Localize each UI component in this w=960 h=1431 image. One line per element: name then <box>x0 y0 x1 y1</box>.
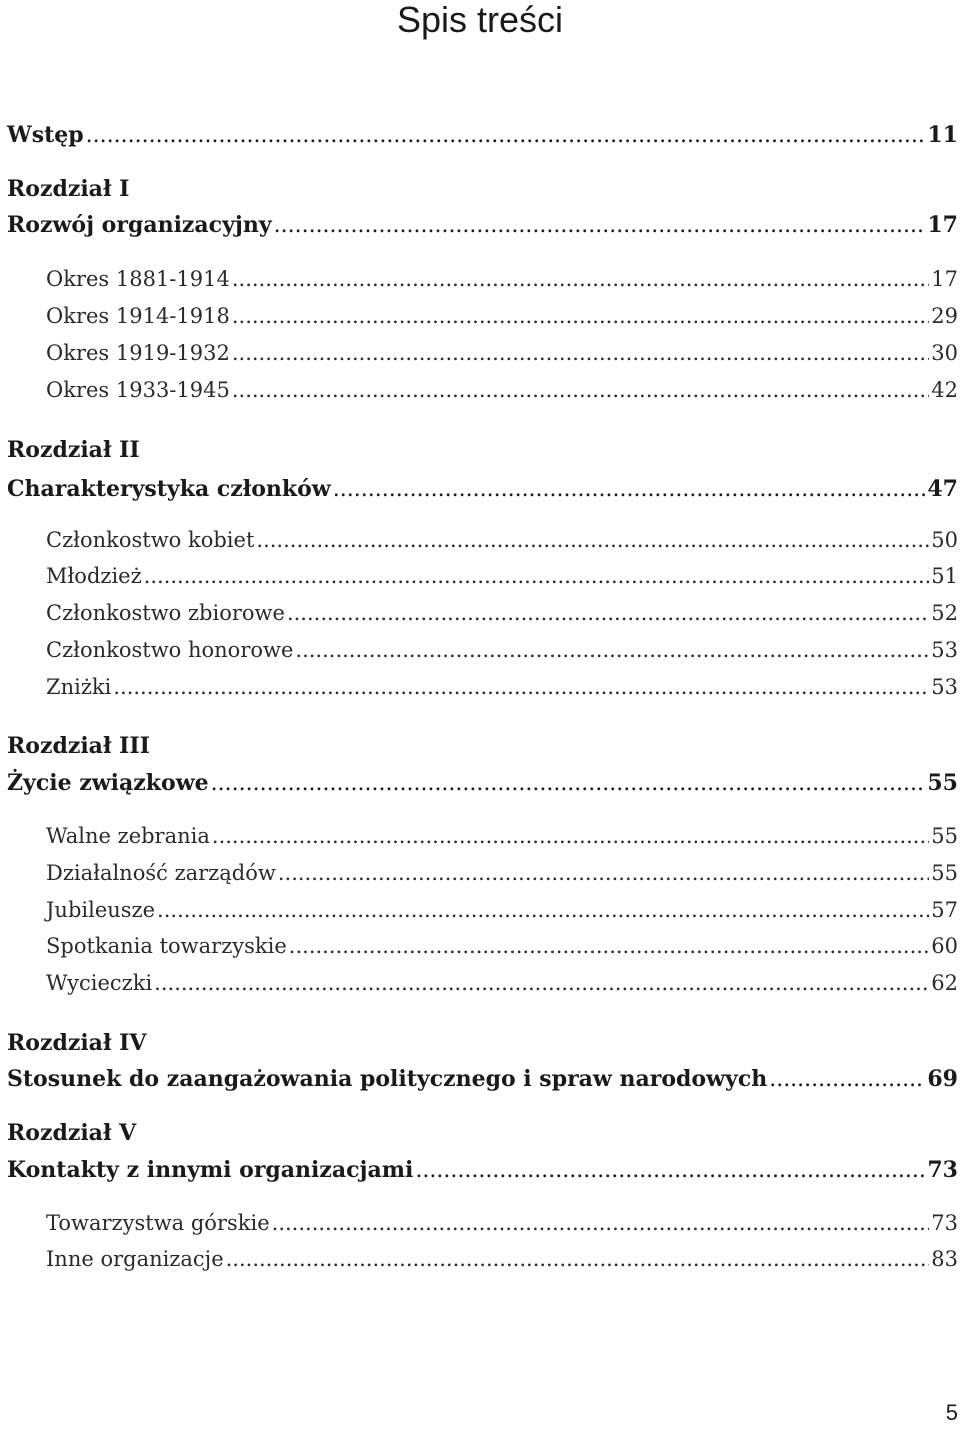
toc-entry-page: 50 <box>931 528 958 552</box>
toc-entry-label: Członkostwo honorowe <box>46 638 294 662</box>
toc-subentry[interactable] <box>46 601 958 625</box>
dot-leader <box>86 123 926 148</box>
toc-entry-label: Stosunek do zaangażowania politycznego i spraw narodowych <box>7 1066 768 1092</box>
toc-entry-page: 47 <box>927 476 958 502</box>
dot-leader <box>278 861 929 885</box>
dot-leader <box>769 1067 925 1092</box>
dot-leader <box>415 1158 925 1183</box>
toc-entry-label: Życie związkowe <box>7 770 209 796</box>
toc-chapter-title[interactable] <box>7 770 958 796</box>
toc-entry-page: 51 <box>931 564 958 588</box>
dot-leader <box>157 898 929 922</box>
toc-subentry[interactable] <box>46 1211 958 1235</box>
toc-subentry[interactable] <box>46 528 958 552</box>
dot-leader <box>154 971 929 995</box>
toc-entry-page: 53 <box>931 675 958 699</box>
toc-subentry[interactable] <box>46 267 958 291</box>
toc-entry-label: Kontakty z innymi organizacjami <box>7 1157 414 1183</box>
toc-entry-page: 29 <box>931 304 958 328</box>
toc-subentry[interactable] <box>46 564 958 588</box>
dot-leader <box>113 675 929 699</box>
toc-entry-page: 11 <box>927 122 958 148</box>
dot-leader <box>232 304 929 328</box>
toc-entry-label: Wstęp <box>7 122 84 148</box>
toc-entry-label: Działalność zarządów <box>46 861 276 885</box>
toc-subentry[interactable] <box>46 898 958 922</box>
toc-entry-page: 17 <box>931 267 958 291</box>
toc-subentry[interactable] <box>46 304 958 328</box>
toc-chapter-title[interactable] <box>7 1157 958 1183</box>
toc-subentry[interactable] <box>46 861 958 885</box>
toc-entry-page: 73 <box>927 1157 958 1183</box>
toc-entry-page: 52 <box>931 601 958 625</box>
toc-entry-page: 53 <box>931 638 958 662</box>
chapter-heading: Rozdział III <box>7 733 150 759</box>
dot-leader <box>232 378 929 402</box>
toc-entry-label: Młodzież <box>46 564 142 588</box>
toc-chapter-title[interactable] <box>7 476 958 502</box>
chapter-heading: Rozdział IV <box>7 1030 147 1056</box>
toc-entry-label: Okres 1914-1918 <box>46 304 230 328</box>
toc-subentry[interactable] <box>46 971 958 995</box>
toc-subentry[interactable] <box>46 638 958 662</box>
dot-leader <box>256 528 929 552</box>
toc-entry-page: 30 <box>931 341 958 365</box>
chapter-heading: Rozdział V <box>7 1120 137 1146</box>
toc-entry-label: Okres 1933-1945 <box>46 378 230 402</box>
toc-entry-label: Rozwój organizacyjny <box>7 212 272 238</box>
dot-leader <box>232 267 929 291</box>
toc-entry-label: Inne organizacje <box>46 1247 224 1271</box>
toc-entry-page: 55 <box>931 824 958 848</box>
toc-entry-page: 55 <box>931 861 958 885</box>
toc-entry-label: Członkostwo kobiet <box>46 528 255 552</box>
dot-leader <box>289 934 929 958</box>
toc-entry-page: 83 <box>931 1247 958 1271</box>
dot-leader <box>144 564 930 588</box>
chapter-heading: Rozdział I <box>7 176 130 202</box>
page-title: Spis treści <box>396 0 564 40</box>
dot-leader <box>212 824 929 848</box>
toc-entry-label: Wycieczki <box>46 971 153 995</box>
toc-entry-label: Członkostwo zbiorowe <box>46 601 285 625</box>
chapter-heading: Rozdział II <box>7 437 140 463</box>
dot-leader <box>287 601 929 625</box>
toc-entry-page: 55 <box>927 770 958 796</box>
toc-entry-label: Zniżki <box>46 675 112 699</box>
toc-entry-label: Towarzystwa górskie <box>46 1211 270 1235</box>
toc-entry-wstep[interactable] <box>7 122 958 148</box>
dot-leader <box>333 477 926 502</box>
toc-subentry[interactable] <box>46 934 958 958</box>
toc-subentry[interactable] <box>46 341 958 365</box>
toc-entry-label: Okres 1881-1914 <box>46 267 230 291</box>
dot-leader <box>232 341 929 365</box>
toc-entry-page: 69 <box>927 1066 958 1092</box>
toc-entry-page: 42 <box>931 378 958 402</box>
toc-entry-label: Charakterystyka członków <box>7 476 331 502</box>
toc-entry-page: 17 <box>927 212 958 238</box>
dot-leader <box>274 213 926 238</box>
toc-subentry[interactable] <box>46 675 958 699</box>
toc-entry-page: 73 <box>931 1211 958 1235</box>
toc-chapter-title[interactable] <box>7 212 958 238</box>
toc-entry-label: Okres 1919-1932 <box>46 341 230 365</box>
toc-entry-label: Spotkania towarzyskie <box>46 934 287 958</box>
toc-subentry[interactable] <box>46 824 958 848</box>
dot-leader <box>211 771 926 796</box>
dot-leader <box>226 1247 930 1271</box>
toc-entry-page: 60 <box>931 934 958 958</box>
toc-entry-label: Walne zebrania <box>46 824 210 848</box>
page-number: 5 <box>945 1400 958 1425</box>
toc-entry-page: 62 <box>931 971 958 995</box>
toc-subentry[interactable] <box>46 1247 958 1271</box>
toc-entry-page: 57 <box>931 898 958 922</box>
toc-entry-label: Jubileusze <box>46 898 156 922</box>
dot-leader <box>272 1211 930 1235</box>
dot-leader <box>295 638 929 662</box>
toc-subentry[interactable] <box>46 378 958 402</box>
toc-chapter-title[interactable] <box>7 1066 958 1092</box>
